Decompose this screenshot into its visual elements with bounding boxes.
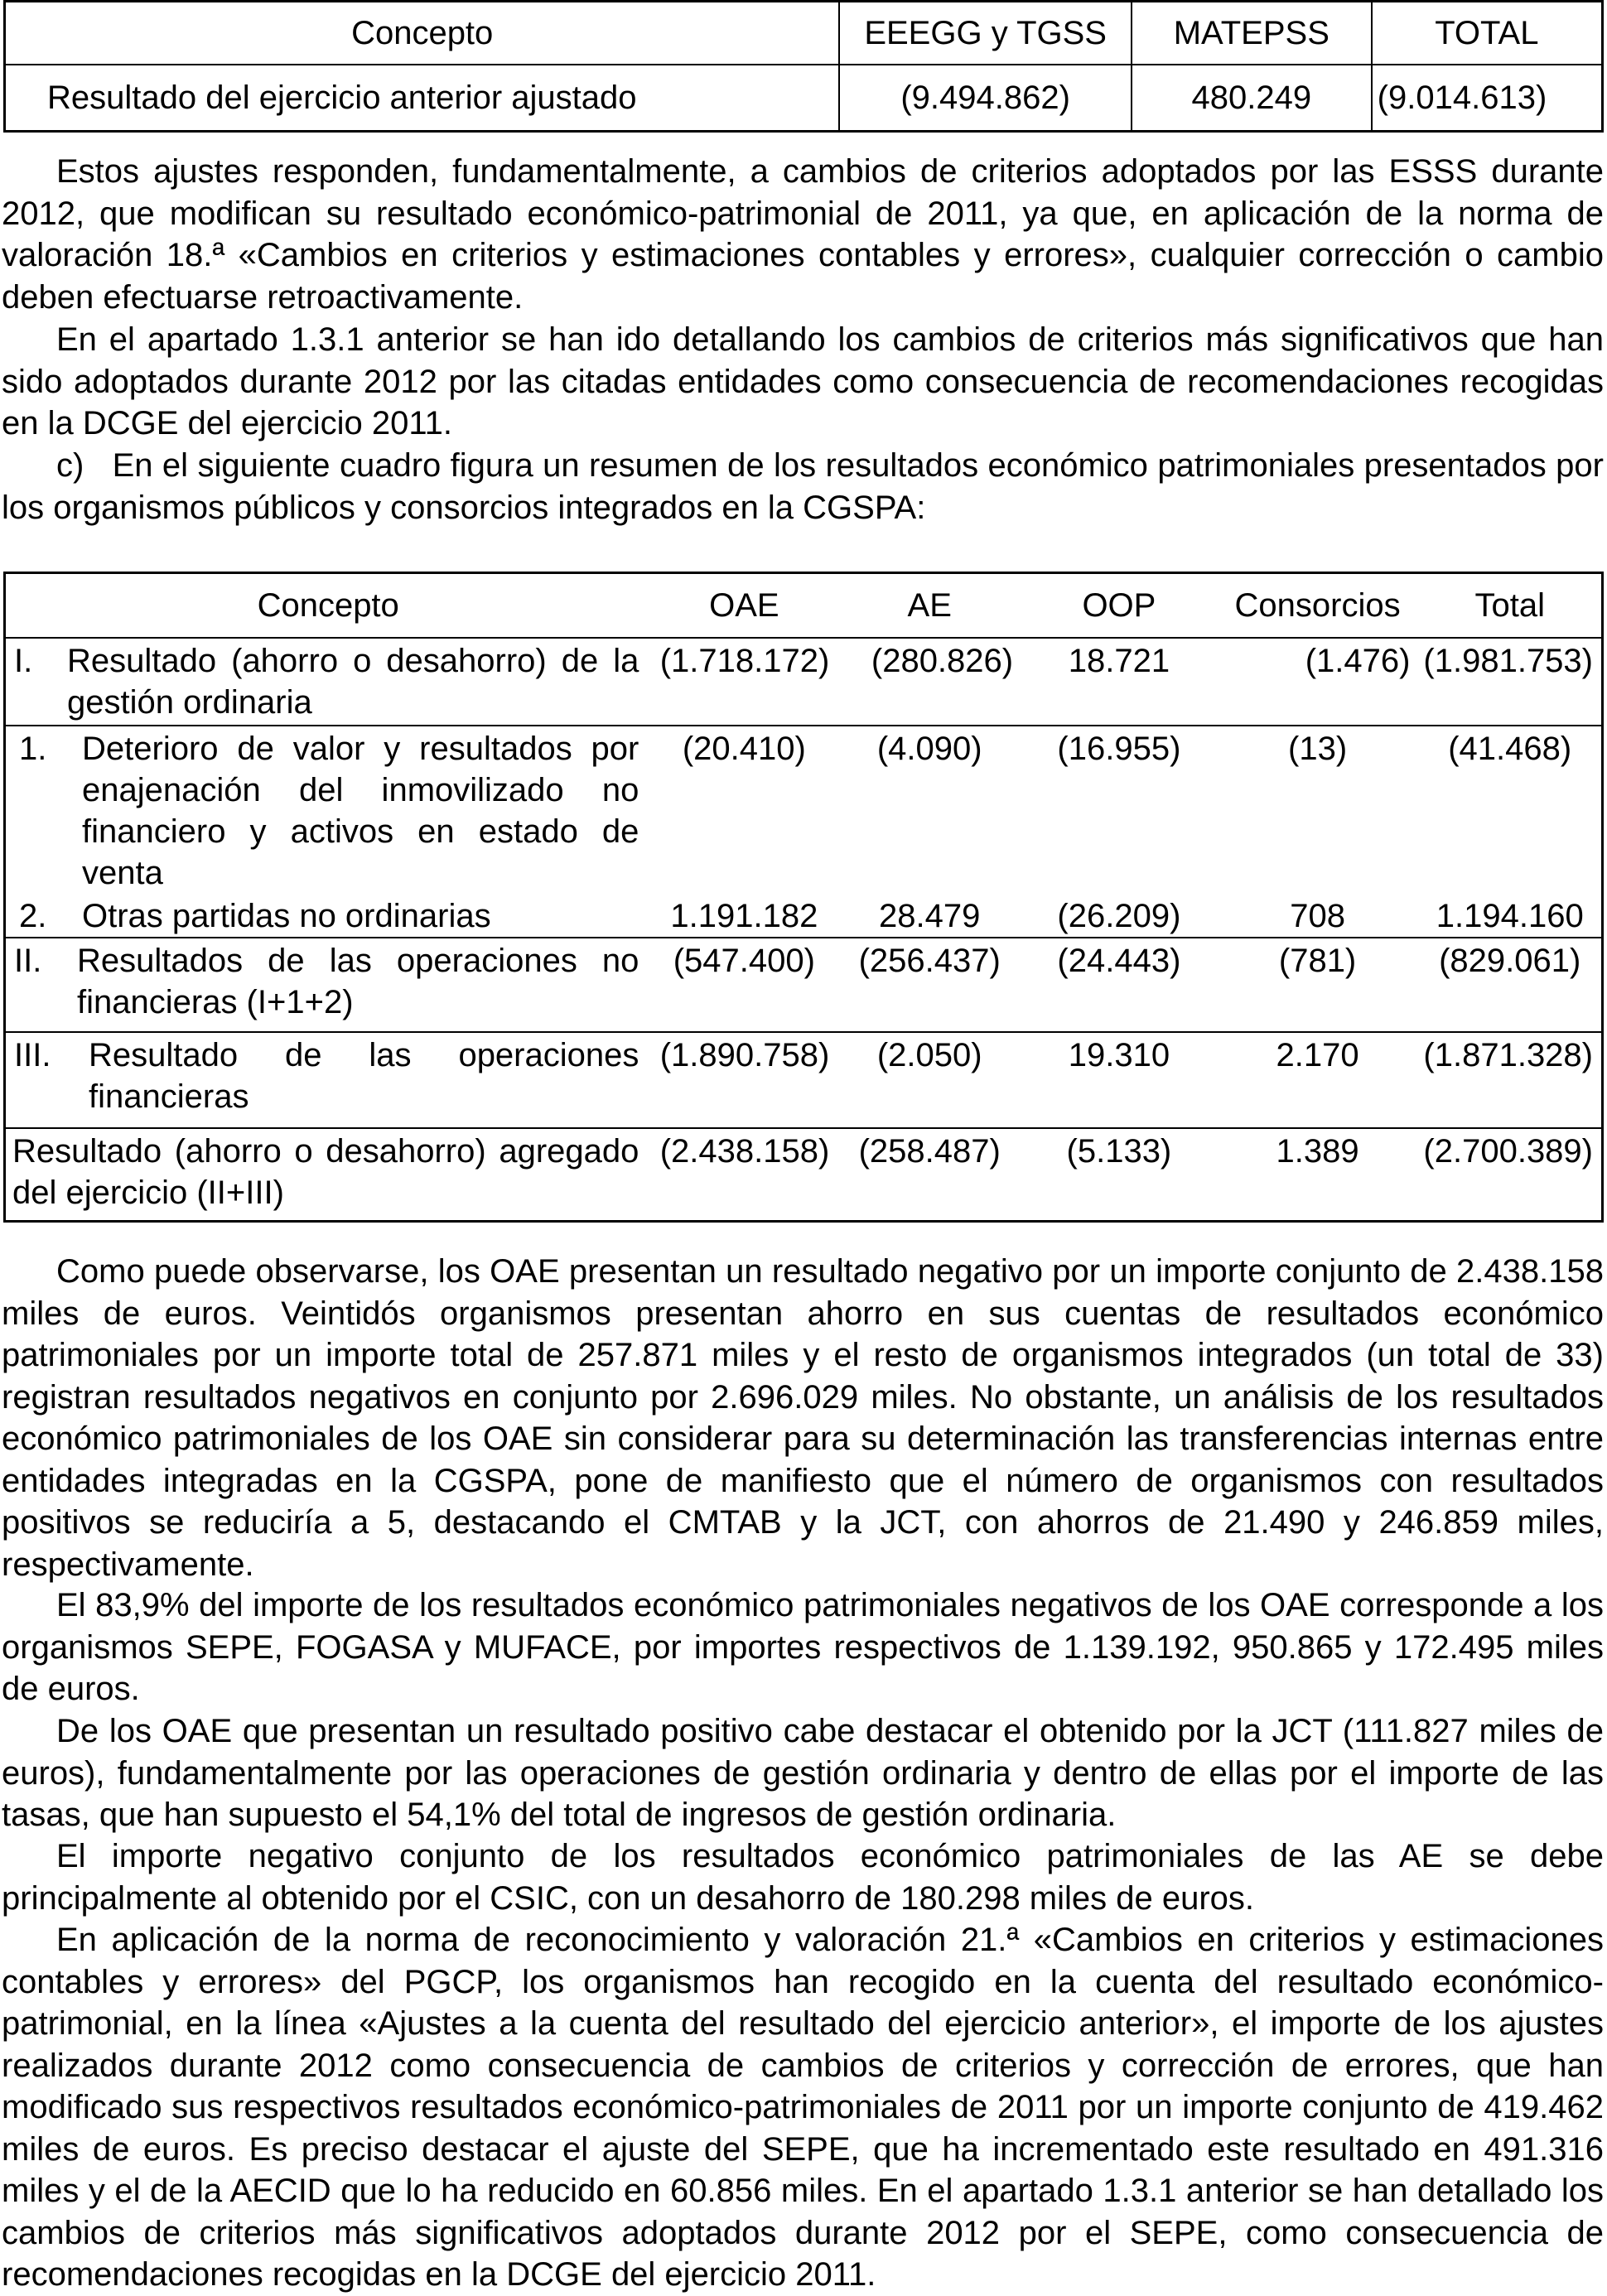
cell-oop: (16.955) (1021, 726, 1217, 894)
header-total: TOTAL (1372, 2, 1603, 65)
cell-ae: (4.090) (837, 726, 1021, 894)
row-eeegg: (9.494.862) (839, 65, 1132, 132)
paragraph-2 (2, 319, 1604, 445)
paragraph-7-text: El importe negativo conjunto de los resultados económico patrimoniales de las AE se debe principalmente al obtenido por el CSIC, con un desahorro de 180.298 miles de euros. (2, 1838, 1604, 1917)
table-row (5, 65, 1603, 132)
cell-total: (829.061) (1418, 938, 1602, 1032)
cell-total: (41.468) (1418, 726, 1602, 894)
results-summary-table (3, 572, 1604, 1223)
cell-total: 1.194.160 (1436, 898, 1584, 934)
paragraph-3-text: En el siguiente cuadro figura un resumen de los resultados económico patrimoniales presentados por los organismos públicos y consorcios integrados en la CGSPA: (2, 447, 1604, 526)
row-label-text: Deterioro de valor y resultados por enajenación del inmovilizado no financiero y activos en estado de venta (82, 731, 639, 891)
header-total: Total (1418, 573, 1602, 639)
row-marker: I. (14, 643, 33, 679)
row-concepto: Resultado del ejercicio anterior ajustado (5, 65, 840, 132)
table-row (5, 1128, 1603, 1222)
cell-oae: (20.410) (650, 726, 837, 894)
row-total: (9.014.613) (1372, 65, 1603, 132)
paragraph-4 (2, 1251, 1604, 1585)
row-marker: III. (14, 1037, 51, 1073)
paragraph-2-text: En el apartado 1.3.1 anterior se han ido detallando los cambios de criterios más significativos que han sido adoptados durante 2012 por las citadas entidades como consecuencia de recomendaciones recogidas en la DCGE del ejercicio 2011. (2, 321, 1604, 441)
header-concepto: Concepto (5, 2, 840, 65)
cell-ae: (256.437) (837, 938, 1021, 1032)
cell-oae: (2.438.158) (650, 1128, 837, 1222)
header-concepto: Concepto (5, 573, 651, 639)
cell-total: (1.871.328) (1418, 1032, 1602, 1128)
cell-consorcios: (781) (1217, 938, 1419, 1032)
table-row (5, 894, 1603, 938)
row-label-text: Resultados de las operaciones no financieras (I+1+2) (77, 943, 639, 1020)
paragraph-3 (2, 445, 1604, 528)
paragraph-8-text: En aplicación de la norma de reconocimiento y valoración 21.ª «Cambios en criterios y estimaciones contables y errores» del PGCP, los organismos han recogido en la cuenta del resultado económico-patrimonial, en la línea «Ajustes a la cuenta del resultado del ejercicio anterior», el importe de los ajustes realizados durante 2012 como consecuencia de cambios de criterios y corrección de errores, que han modificado sus respectivos resultados económico-patrimoniales de 2011 por un importe conjunto de 419.462 miles de euros. Es preciso destacar el ajuste del SEPE, que ha incrementado este resultado en 491.316 miles y el de la AECID que lo ha reducido en 60.856 miles. En el apartado 1.3.1 anterior se han detallado los cambios de criterios más significativos adoptados durante 2012 por el SEPE, como consecuencia de recomendaciones recogidas en la DCGE del ejercicio 2011. (2, 1922, 1604, 2293)
row-label-text: Otras partidas no ordinarias (82, 898, 491, 934)
paragraph-8 (2, 1919, 1604, 2296)
paragraph-6 (2, 1710, 1604, 1836)
cell-total: (2.700.389) (1418, 1128, 1602, 1222)
cell-consorcios: 2.170 (1217, 1032, 1419, 1128)
cell-oop: (5.133) (1021, 1128, 1217, 1222)
table-header-row (5, 573, 1603, 639)
header-oop: OOP (1021, 573, 1217, 639)
row-label (5, 1128, 651, 1222)
row-label (5, 638, 651, 726)
row-label (5, 894, 651, 938)
table-row (5, 726, 1603, 894)
cell-oop: (24.443) (1021, 938, 1217, 1032)
row-label (5, 938, 651, 1032)
cell-oae: (547.400) (650, 938, 837, 1032)
header-matepss: MATEPSS (1132, 2, 1372, 65)
header-oae: OAE (650, 573, 837, 639)
cell-oop: 18.721 (1068, 643, 1170, 679)
table-row (5, 938, 1603, 1032)
cell-oop: (26.209) (1057, 898, 1181, 934)
cell-ae: (280.826) (871, 643, 1014, 679)
row-label-text: Resultado de las operaciones financieras (89, 1037, 639, 1115)
cell-oae: (1.890.758) (650, 1032, 837, 1128)
ess-result-table (3, 0, 1604, 133)
row-label (5, 726, 651, 894)
cell-consorcios: (1.476) (1305, 643, 1411, 679)
header-eeegg-tgss: EEEGG y TGSS (839, 2, 1132, 65)
cell-total: (1.981.753) (1423, 643, 1593, 679)
row-marker: 1. (19, 731, 47, 767)
paragraph-6-text: De los OAE que presentan un resultado positivo cabe destacar el obtenido por la JCT (111.827 miles de euros), fundamentalmente por las operaciones de gestión ordinaria y dentro de ellas por el importe de las tasas, que han supuesto el 54,1% del total de ingresos de gestión ordinaria. (2, 1713, 1604, 1833)
paragraph-5-text: El 83,9% del importe de los resultados económico patrimoniales negativos de los OAE corresponde a los organismos SEPE, FOGASA y MUFACE, por importes respectivos de 1.139.192, 950.865 y 172.495 miles de euros. (2, 1587, 1604, 1707)
table-row (5, 1032, 1603, 1128)
paragraph-5 (2, 1585, 1604, 1710)
row-matepss: 480.249 (1132, 65, 1372, 132)
cell-consorcios: (13) (1217, 726, 1419, 894)
paragraph-1-text: Estos ajustes responden, fundamentalmente, a cambios de criterios adoptados por las ESSS durante 2012, que modifican su resultado económico-patrimonial de 2011, ya que, en aplicación de la norma de valoración 18.ª «Cambios en criterios y estimaciones contables y errores», cualquier corrección o cambio deben efectuarse retroactivamente. (2, 153, 1604, 316)
row-marker: 2. (19, 898, 47, 934)
cell-consorcios: 1.389 (1217, 1128, 1419, 1222)
cell-oop: 19.310 (1021, 1032, 1217, 1128)
cell-ae: 28.479 (879, 898, 981, 934)
header-consorcios: Consorcios (1217, 573, 1419, 639)
row-label (5, 1032, 651, 1128)
cell-oae: 1.191.182 (670, 898, 818, 934)
cell-ae: (258.487) (837, 1128, 1021, 1222)
row-label-text: Resultado (ahorro o desahorro) de la gestión ordinaria (67, 643, 639, 721)
table-header-row (5, 2, 1603, 65)
paragraph-7 (2, 1835, 1604, 1919)
row-marker: II. (14, 943, 42, 979)
table-row (5, 638, 1603, 726)
paragraph-3-marker: c) (56, 447, 84, 484)
paragraph-1 (2, 151, 1604, 318)
cell-ae: (2.050) (837, 1032, 1021, 1128)
cell-oae: (1.718.172) (659, 643, 830, 679)
row-label-text: Resultado (ahorro o desahorro) agregado del ejercicio (II+III) (12, 1133, 639, 1211)
paragraph-4-text: Como puede observarse, los OAE presentan un resultado negativo por un importe conjunto de 2.438.158 miles de euros. Veintidós organismos presentan ahorro en sus cuentas de resultados económico patrimoniales por un importe total de 257.871 miles y el resto de organismos integrados (un total de 33) registran resultados negativos en conjunto por 2.696.029 miles. No obstante, un análisis de los resultados económico patrimoniales de los OAE sin considerar para su determinación las transferencias internas entre entidades integradas en la CGSPA, pone de manifiesto que el número de organismos con resultados positivos se reduciría a 5, destacando el CMTAB y la JCT, con ahorros de 21.490 y 246.859 miles, respectivamente. (2, 1253, 1604, 1583)
header-ae: AE (837, 573, 1021, 639)
cell-consorcios: 708 (1290, 898, 1345, 934)
